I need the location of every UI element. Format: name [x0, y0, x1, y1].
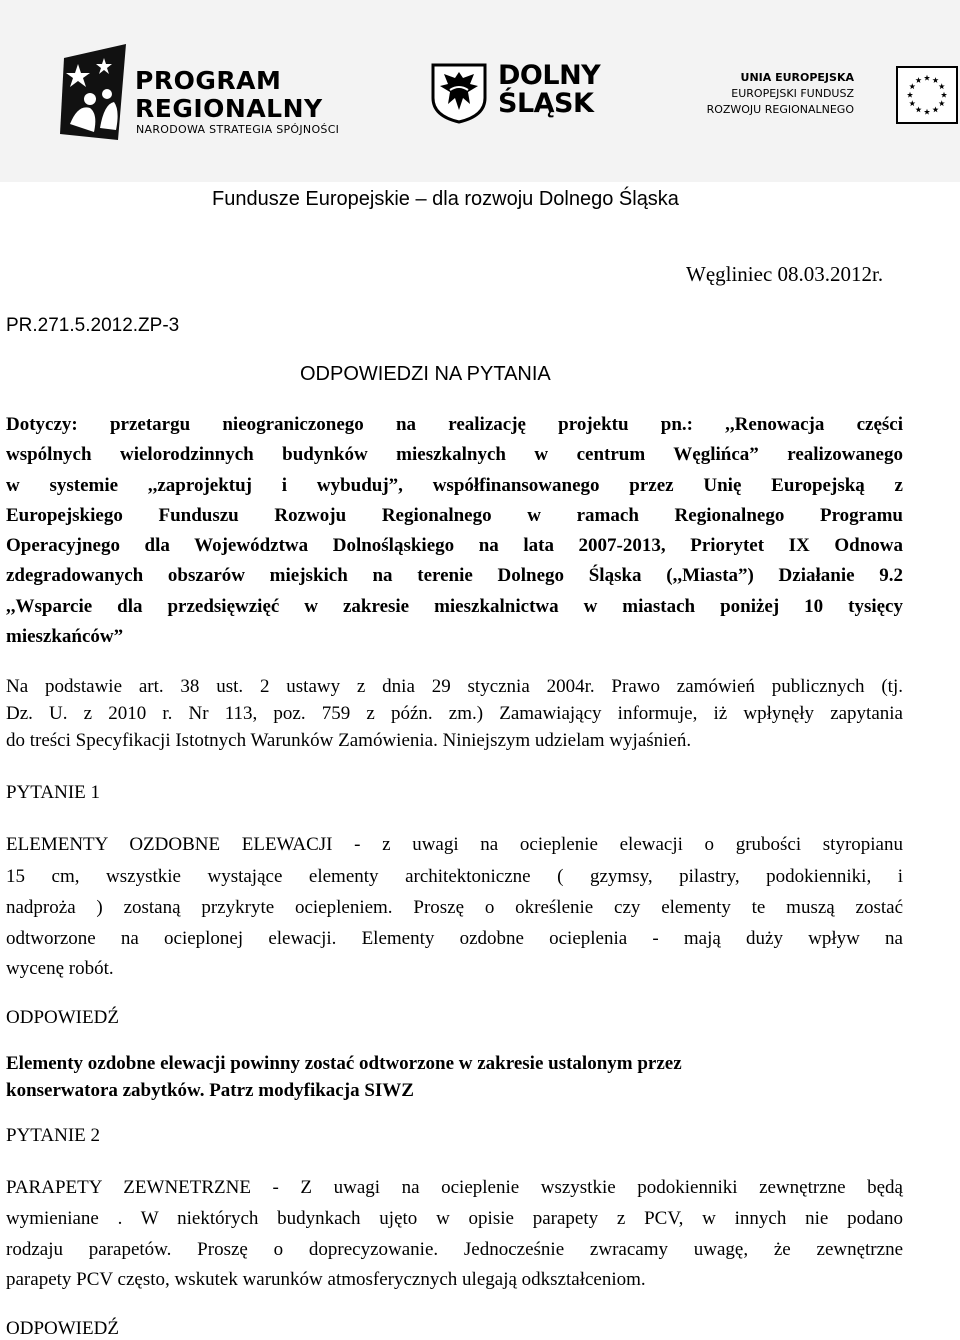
document-title: ODPOWIEDZI NA PYTANIA [300, 363, 551, 385]
program-logo-line2: REGIONALNY [135, 94, 323, 123]
eu-logo-line1: UNIA EUROPEJSKA [740, 71, 854, 84]
eu-flag-stars-icon [896, 66, 958, 124]
question-2-line: wymieniane . W niektórych budynkach ujęto w opisie parapety z PCV, w innych nie podano [6, 1208, 903, 1229]
place-date: Węgliniec 08.03.2012r. [686, 262, 884, 286]
intro-line: do treści Specyfikacji Istotnych Warunków Zamówienia. Niniejszym udzielam wyjaśnień. [6, 730, 692, 751]
question-2-line: PARAPETY ZEWNETRZNE - Z uwagi na ocieplenie wszystkie podokienniki zewnętrzne będą [6, 1177, 903, 1198]
answer-2-heading: ODPOWIEDŹ [6, 1318, 119, 1339]
answer-1-line: Elementy ozdobne elewacji powinny zostać odtworzone w zakresie ustalonym przez [6, 1053, 682, 1074]
subject-line: zdegradowanych obszarów miejskich na terenie Dolnego Śląska (,,Miasta”) Działanie 9.2 [6, 565, 903, 586]
subject-line: mieszkańców” [6, 626, 124, 647]
subject-line: Operacyjnego dla Województwa Dolnośląskiego na lata 2007-2013, Priorytet IX Odnowa [6, 535, 903, 556]
silesian-eagle-crest-icon [430, 62, 488, 124]
tagline: Fundusze Europejskie – dla rozwoju Dolnego Śląska [212, 188, 679, 210]
question-1-line: wycenę robót. [6, 958, 114, 979]
intro-line: Dz. U. z 2010 r. Nr 113, poz. 759 z późn. zm.) Zamawiający informuje, iż wpłynęły zapytania [6, 703, 903, 724]
logo-header [0, 0, 960, 182]
eu-logo-line2: EUROPEJSKI FUNDUSZ [731, 87, 854, 100]
answer-1-line: konserwatora zabytków. Patrz modyfikacja SIWZ [6, 1080, 414, 1101]
question-1-line: ELEMENTY OZDOBNE ELEWACJI - z uwagi na ocieplenie elewacji o grubości styropianu [6, 834, 903, 855]
question-1-line: nadproża ) zostaną przykryte ociepleniem. Proszę o określenie czy elementy te muszą zostać [6, 897, 903, 918]
subject-line: w systemie ,,zaprojektuj i wybuduj”, współfinansowanego przez Unię Europejską z [6, 475, 903, 496]
program-logo-line3: NARODOWA STRATEGIA SPÓJNOŚCI [136, 123, 340, 136]
dolny-logo-line1: DOLNY [498, 60, 601, 91]
eu-logo-line3: ROZWOJU REGIONALNEGO [706, 103, 854, 116]
question-1-heading: PYTANIE 1 [6, 782, 100, 803]
dolny-logo-line2: ŚLĄSK [498, 88, 594, 119]
question-2-line: rodzaju parapetów. Proszę o doprecyzowanie. Jednocześnie zwracamy uwagę, że zewnętrzne [6, 1239, 903, 1260]
question-2-heading: PYTANIE 2 [6, 1125, 100, 1146]
subject-line: wspólnych wielorodzinnych budynków mieszkalnych w centrum Węglińca” realizowanego [6, 444, 903, 465]
subject-line: Dotyczy: przetargu nieograniczonego na realizację projektu pn.: ,,Renowacja części [6, 414, 903, 435]
answer-1-heading: ODPOWIEDŹ [6, 1007, 119, 1028]
intro-line: Na podstawie art. 38 ust. 2 ustawy z dnia 29 stycznia 2004r. Prawo zamówień publicznych (tj. [6, 676, 903, 697]
question-2-line: parapety PCV często, wskutek warunków atmosferycznych ulegają odkształceniom. [6, 1269, 646, 1290]
subject-line: ,,Wsparcie dla przedsięwzięć w zakresie mieszkalnictwa w miastach poniżej 10 tysięcy [6, 596, 903, 617]
question-1-line: odtworzone na ocieplonej elewacji. Elementy ozdobne ocieplenia - mają duży wpływ na [6, 928, 903, 949]
program-regionalny-logo [60, 44, 360, 140]
eu-fund-logo [700, 66, 960, 126]
subject-line: Europejskiego Funduszu Rozwoju Regionalnego w ramach Regionalnego Programu [6, 505, 903, 526]
program-regionalny-star-figures-icon [60, 44, 132, 140]
program-logo-line1: PROGRAM [135, 66, 282, 95]
reference-number: PR.271.5.2012.ZP-3 [6, 315, 180, 336]
dolny-slask-logo [430, 62, 630, 124]
question-1-line: 15 cm, wszystkie wystające elementy architektoniczne ( gzymsy, pilastry, podokienniki, i [6, 866, 903, 887]
